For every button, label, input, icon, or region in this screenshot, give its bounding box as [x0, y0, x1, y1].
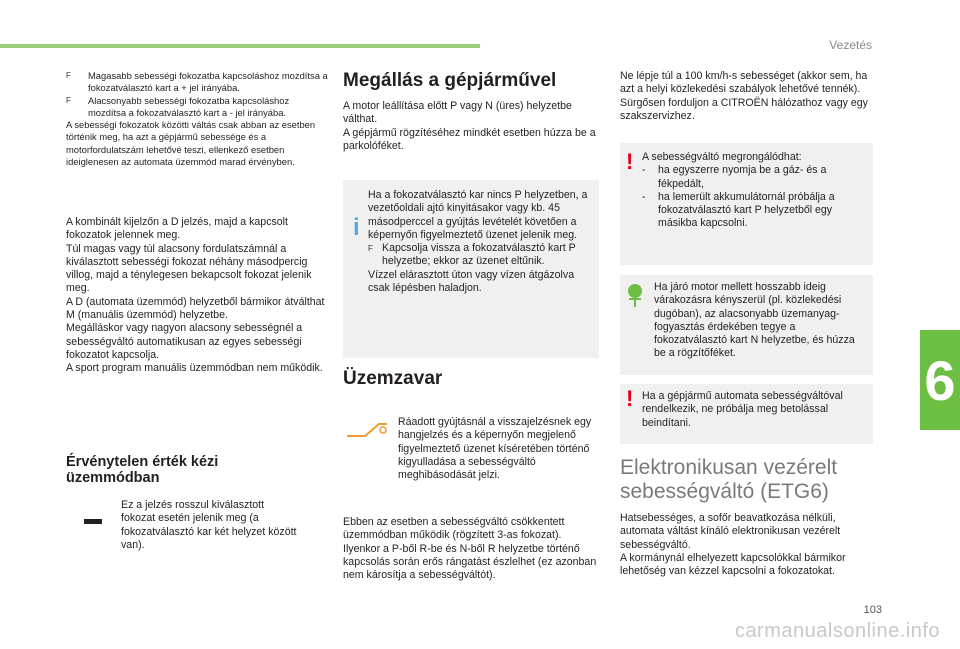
- bullet-icon: F: [368, 244, 373, 254]
- header-accent-bar: [0, 44, 480, 48]
- section-heading: Elektronikusan vezérelt sebességváltó (ETG6): [620, 456, 838, 503]
- list-item: - ha lemerült akkumulátornál próbálja a fokozatválasztó kart P helyzetből egy másikba kapcsolni.: [642, 190, 835, 230]
- paragraph: A sport program manuális üzemmódban nem működik.: [66, 362, 323, 375]
- note-text: A sebességi fokozatok közötti váltás csak abban az esetben történik meg, ha azt a gépjármű sebessége és a motorfordulatszám lehetővé teszi, ellenkező esetben ideiglenesen az automata üzemmód marad érvényben.: [66, 119, 316, 168]
- section-heading: Megállás a gépjárművel: [343, 70, 557, 91]
- paragraph: Ez a jelzés rosszul kiválasztott fokozat esetén jelenik meg (a fokozatválasztó kar két helyzet között van).: [121, 499, 297, 551]
- warning-box: ! Ha a gépjármű automata sebességváltóval rendelkezik, ne próbálja meg betolással beindítani.: [620, 384, 873, 444]
- list-item: F Alacsonyabb sebességi fokozatba kapcsoláshoz mozdítsa a fokozatválasztó kart a - jel irányába.: [66, 94, 290, 118]
- paragraph: Ebben az esetben a sebességváltó csökkentett üzemmódban működik (rögzített 3-as fokozat). Ilyenkor a P-ből R-be és N-ből R helyzetbe történő kapcsolás során erős rángatást észlelhet (ez azonban nem károsítja a sebességváltót).: [343, 516, 597, 582]
- paragraph: Sürgősen forduljon a CITROËN hálózathoz vagy egy szakszervizhez.: [620, 96, 868, 122]
- paragraph: A motor leállítása előtt P vagy N (üres) helyzetbe válthat.: [343, 100, 572, 126]
- warning-icon: !: [626, 386, 634, 411]
- watermark: carmanualsonline.info: [734, 620, 940, 642]
- paragraph: Megálláskor vagy nagyon alacsony sebességnél a sebességváltó automatikusan az egyes sebességi fokozatot kapcsolja.: [66, 322, 303, 361]
- list-item: F Magasabb sebességi fokozatba kapcsoláshoz mozdítsa a fokozatválasztó kart a + jel irányába.: [66, 70, 328, 94]
- paragraph: A kombinált kijelzőn a D jelzés, majd a kapcsolt fokozatok jelennek meg.: [66, 216, 288, 242]
- eco-leaf-icon: [626, 283, 644, 307]
- paragraph: Ráadott gyújtásnál a visszajelzésnek egy hangjelzés és a képernyőn megjelenő figyelmeztető üzenet kíséretében történő kigyulladása a sebességváltó meghibásodását jelzi.: [398, 416, 592, 482]
- paragraph: A kormánynál elhelyezett kapcsolókkal bármikor lehetőség van kézzel kapcsolni a fokozatokat.: [620, 551, 846, 578]
- chapter-title: Vezetés: [829, 38, 872, 52]
- info-box: i Ha a fokozatválasztó kar nincs P helyzetben, a vezetőoldali ajtó kinyitásakor vagy kb. 45 másodperccel a gyújtás levételét követően a képernyőn figyelmeztető üzenet jelenik meg. F Kapcsolja vissza a fokozatválasztó kart P helyzetbe; ekkor az üzenet eltűnik. Vízzel elárasztott úton vagy vízen átgázolva csak lépésben haladjon.: [343, 180, 599, 358]
- chapter-tab: 6: [920, 330, 960, 430]
- list-item: - ha egyszerre nyomja be a gáz- és a fékpedált,: [642, 164, 827, 190]
- bullet-icon: F: [66, 95, 71, 105]
- page-number: 103: [863, 604, 882, 616]
- paragraph: Túl magas vagy túl alacsony fordulatszámnál a kiválasztott sebességi fokozat néhány másodpercig villog, majd a ténylegesen bekapcsolt fokozat jelenik meg.: [66, 242, 312, 295]
- bullet-icon: F: [66, 71, 71, 80]
- paragraph: A D (automata üzemmód) helyzetből bármikor átválthat M (manuális üzemmód) helyzetbe.: [66, 295, 325, 322]
- gearbox-fault-icon: [345, 420, 389, 440]
- paragraph: A gépjármű rögzítéséhez mindkét esetben húzza be a parkolóféket.: [343, 126, 596, 152]
- paragraph: Hatsebességes, a sofőr beavatkozása nélküli, automata váltást kínáló elektronikusan vezérelt sebességváltó.: [620, 512, 841, 551]
- eco-box: Ha járó motor mellett hosszabb ideig várakozásra kényszerül (pl. közlekedési dugóban), az alacsonyabb üzemanyag-fogyasztás érdekében tegye a fokozatválasztó kart N helyzetbe, és húzza be a rögzítőféket.: [620, 275, 873, 375]
- section-heading: Üzemzavar: [343, 368, 443, 389]
- warning-box: ! A sebességváltó megrongálódhat: - ha egyszerre nyomja be a gáz- és a fékpedált, - ha lemerült akkumulátornál próbálja a fokozatválasztó kart P helyzetből egy másikba kapcsolni.: [620, 143, 873, 265]
- section-heading: Érvénytelen érték kézi üzemmódban: [66, 454, 219, 486]
- list-item: F Kapcsolja vissza a fokozatválasztó kart P helyzetbe; ekkor az üzenet eltűnik.: [368, 242, 576, 268]
- warning-icon: !: [626, 149, 634, 174]
- minus-display-icon: [84, 519, 102, 524]
- paragraph: Ne lépje túl a 100 km/h-s sebességet (akkor sem, ha azt a helyi közlekedési szabályok lehetővé tennék).: [620, 70, 868, 96]
- info-icon: i: [353, 214, 360, 241]
